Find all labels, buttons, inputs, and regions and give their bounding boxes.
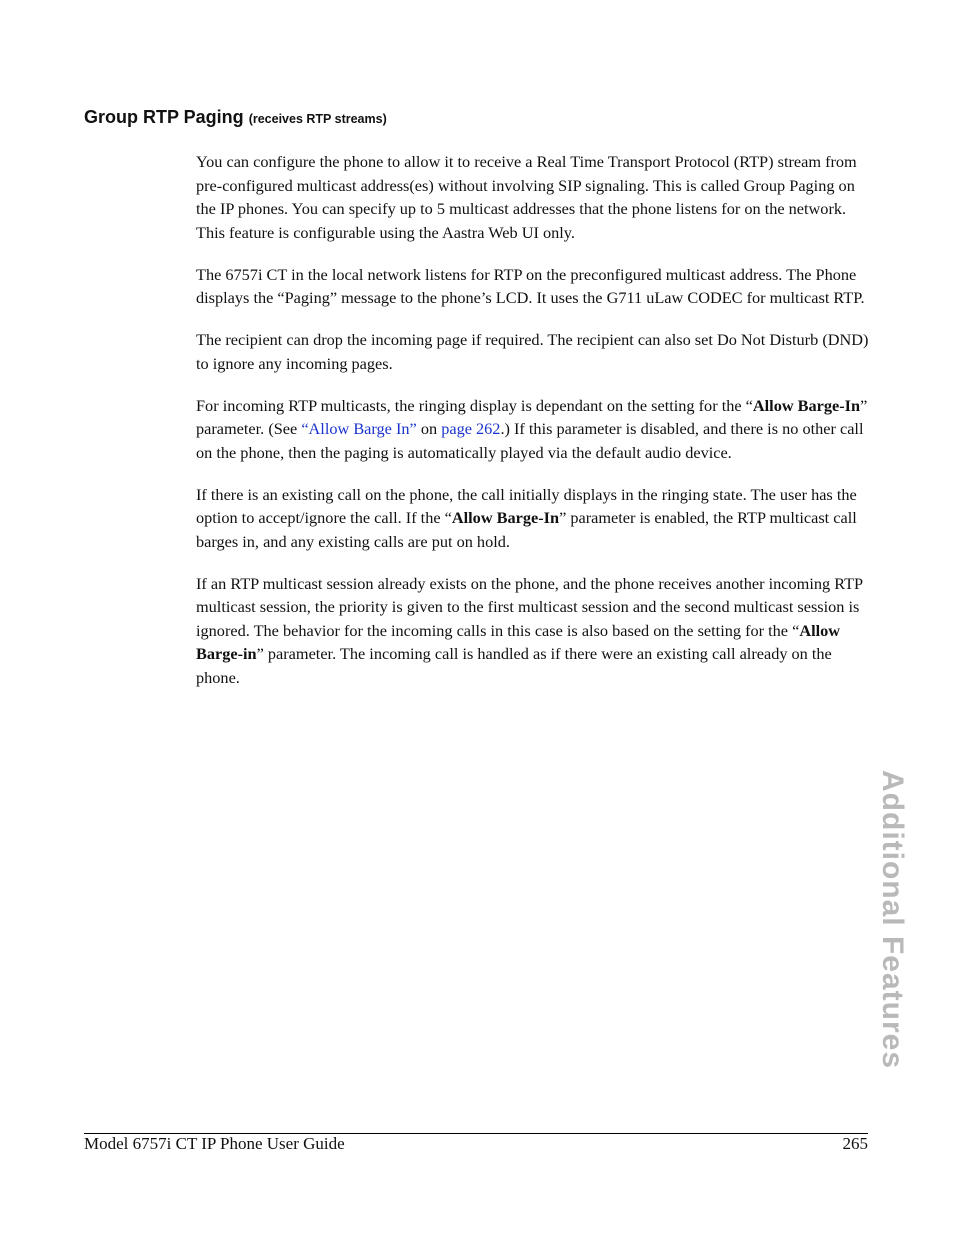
allow-barge-in-term: Allow Barge-In [752, 395, 861, 415]
chapter-side-tab-label: Additional Features [876, 770, 909, 1070]
section-heading [84, 107, 387, 128]
section-title: Group RTP Paging [84, 107, 244, 127]
allow-barge-in-link[interactable]: “Allow Barge In” [301, 419, 417, 438]
text-run: on [416, 419, 442, 438]
body-text [196, 150, 871, 708]
text-run: ” parameter is enabled, the RTP multicast call barges in, and any existing calls are put on hold. [196, 508, 857, 551]
page-reference-link[interactable]: page 262 [441, 419, 501, 438]
allow-barge-in-term: Allow Barge-in [196, 620, 841, 663]
paragraph-multicast-session [196, 572, 871, 690]
allow-barge-in-term: Allow Barge-In [451, 508, 560, 527]
text-run: ” parameter. (See [196, 395, 868, 438]
text-run: .) If this parameter is disabled, and there is no other call on the phone, then the paging is automatically played via the default audio device. [196, 419, 864, 462]
paragraph-ringing-display [196, 394, 871, 465]
paragraph-drop-page: The recipient can drop the incoming page if required. The recipient can also set Do Not Disturb (DND) to ignore any incoming pages. [196, 330, 869, 373]
text-run: For incoming RTP multicasts, the ringing display is dependant on the setting for the “ [196, 395, 753, 415]
paragraph-existing-call [196, 483, 871, 554]
paragraph-listening: The 6757i CT in the local network listens for RTP on the preconfigured multicast address. The Phone displays the “Paging” message to the phone’s LCD. It uses the G711 uLaw CODEC for multicast RTP. [196, 264, 865, 307]
paragraph-intro: You can configure the phone to allow it to receive a Real Time Transport Protocol (RTP) stream from pre-configured multicast address(es) without involving SIP signaling. This is called Group Paging on the IP phones. You can specify up to 5 multicast addresses that the phone listens for on the network. This feature is configurable using the Aastra Web UI only. [196, 152, 857, 242]
chapter-side-tab [875, 770, 909, 1110]
text-run: If there is an existing call on the phone, the call initially displays in the ringing state. The user has the option to accept/ignore the call. If the “ [196, 484, 857, 527]
footer-page-number: 265 [842, 1134, 868, 1153]
footer-guide-title: Model 6757i CT IP Phone User Guide [84, 1134, 345, 1153]
text-run: If an RTP multicast session already exists on the phone, and the phone receives another incoming RTP multicast session, the priority is given to the first multicast session and the second multicast session is ignored. The behavior for the incoming calls in this case is also based on the setting for the “ [196, 573, 863, 640]
section-subtitle: (receives RTP streams) [248, 112, 387, 126]
text-run: ” parameter. The incoming call is handled as if there were an existing call already on the phone. [196, 644, 832, 687]
